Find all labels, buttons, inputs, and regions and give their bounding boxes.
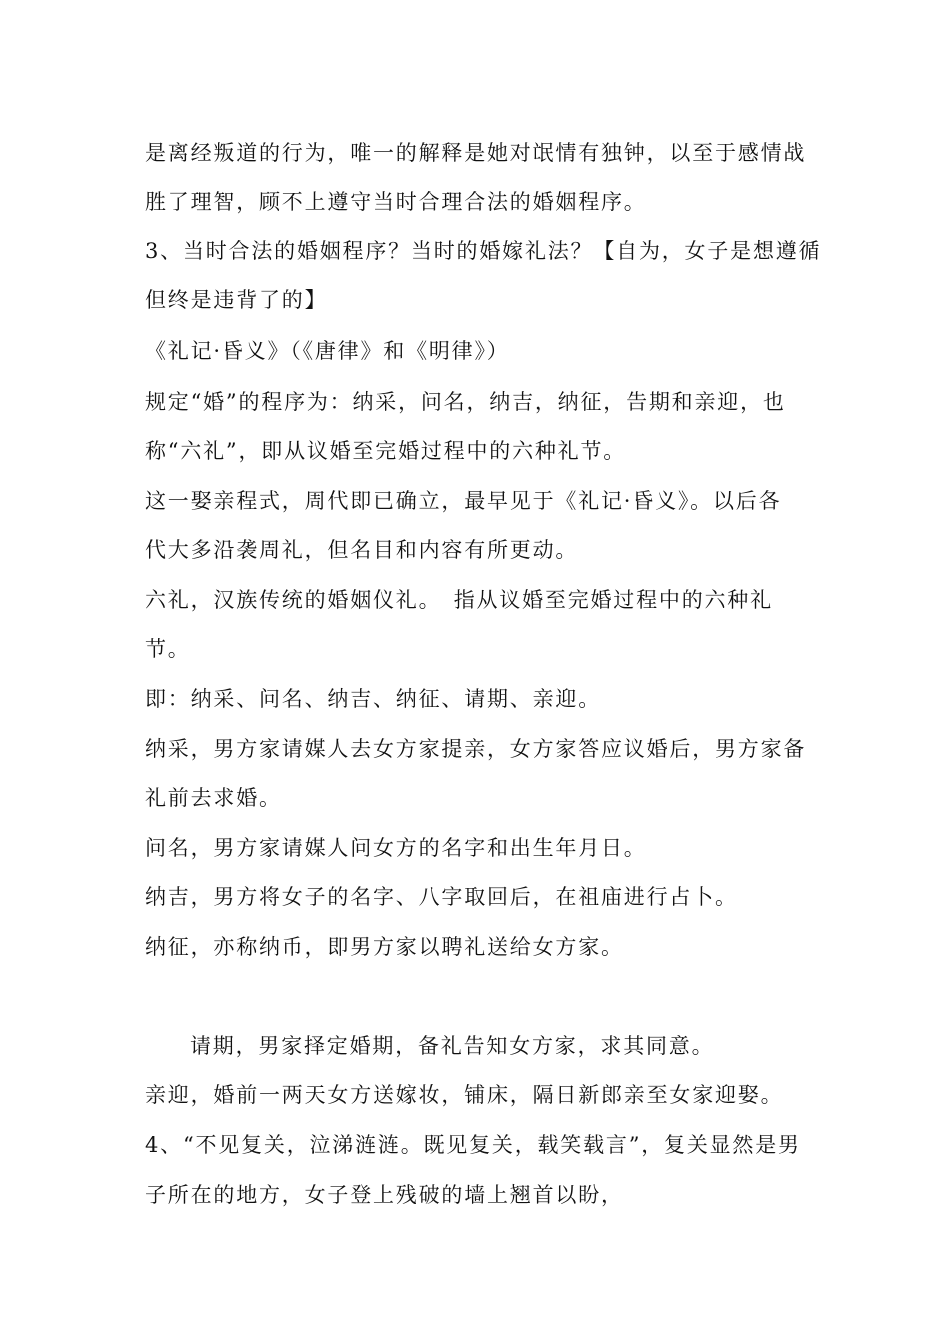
- text-line: 即：纳采、问名、纳吉、纳征、请期、亲迎。: [145, 687, 601, 711]
- text-line: 问名，男方家请媒人问女方的名字和出生年月日。: [145, 836, 647, 860]
- text-line: 纳征，亦称纳币，即男方家以聘礼送给女方家。: [145, 935, 624, 959]
- text-line: 纳吉，男方将女子的名字、八字取回后，在祖庙进行占卜。: [145, 885, 738, 909]
- text-line: 节。: [145, 637, 191, 661]
- text-line: 礼前去求婚。: [145, 786, 282, 810]
- text-line: 是离经叛道的行为，唯一的解释是她对氓情有独钟，以至于感情战: [145, 141, 807, 165]
- text-line: 代大多沿袭周礼，但名目和内容有所更动。: [145, 538, 579, 562]
- text-line: 称“六礼”，即从议婚至完婚过程中的六种礼节。: [145, 439, 627, 463]
- text-line: 3、当时合法的婚姻程序？当时的婚嫁礼法？【自为，女子是想遵循: [145, 239, 822, 263]
- text-line-indented: 请期，男家择定婚期，备礼告知女方家，求其同意。: [190, 1034, 715, 1058]
- text-line: 纳采，男方家请媒人去女方家提亲，女方家答应议婚后，男方家备: [145, 737, 807, 761]
- text-line: 亲迎，婚前一两天女方送嫁妆，铺床，隔日新郎亲至女家迎娶。: [145, 1083, 784, 1107]
- text-line: 这一娶亲程式，周代即已确立，最早见于《礼记·昏义》。以后各: [145, 489, 782, 513]
- text-line: 4、“不见复关，泣涕涟涟。既见复关，载笑载言”，复关显然是男: [145, 1133, 801, 1157]
- text-line: 《礼记·昏义》（《唐律》和《明律》）: [145, 339, 510, 363]
- text-line: 子所在的地方，女子登上残破的墙上翘首以盼，: [145, 1183, 624, 1207]
- text-line: 规定“婚”的程序为：纳采，问名，纳吉，纳征，告期和亲迎，也: [145, 390, 786, 414]
- text-line: 胜了理智，顾不上遵守当时合理合法的婚姻程序。: [145, 190, 647, 214]
- text-line: 六礼，汉族传统的婚姻仪礼。 指从议婚至完婚过程中的六种礼: [145, 588, 773, 612]
- text-line: 但终是违背了的】: [145, 288, 328, 312]
